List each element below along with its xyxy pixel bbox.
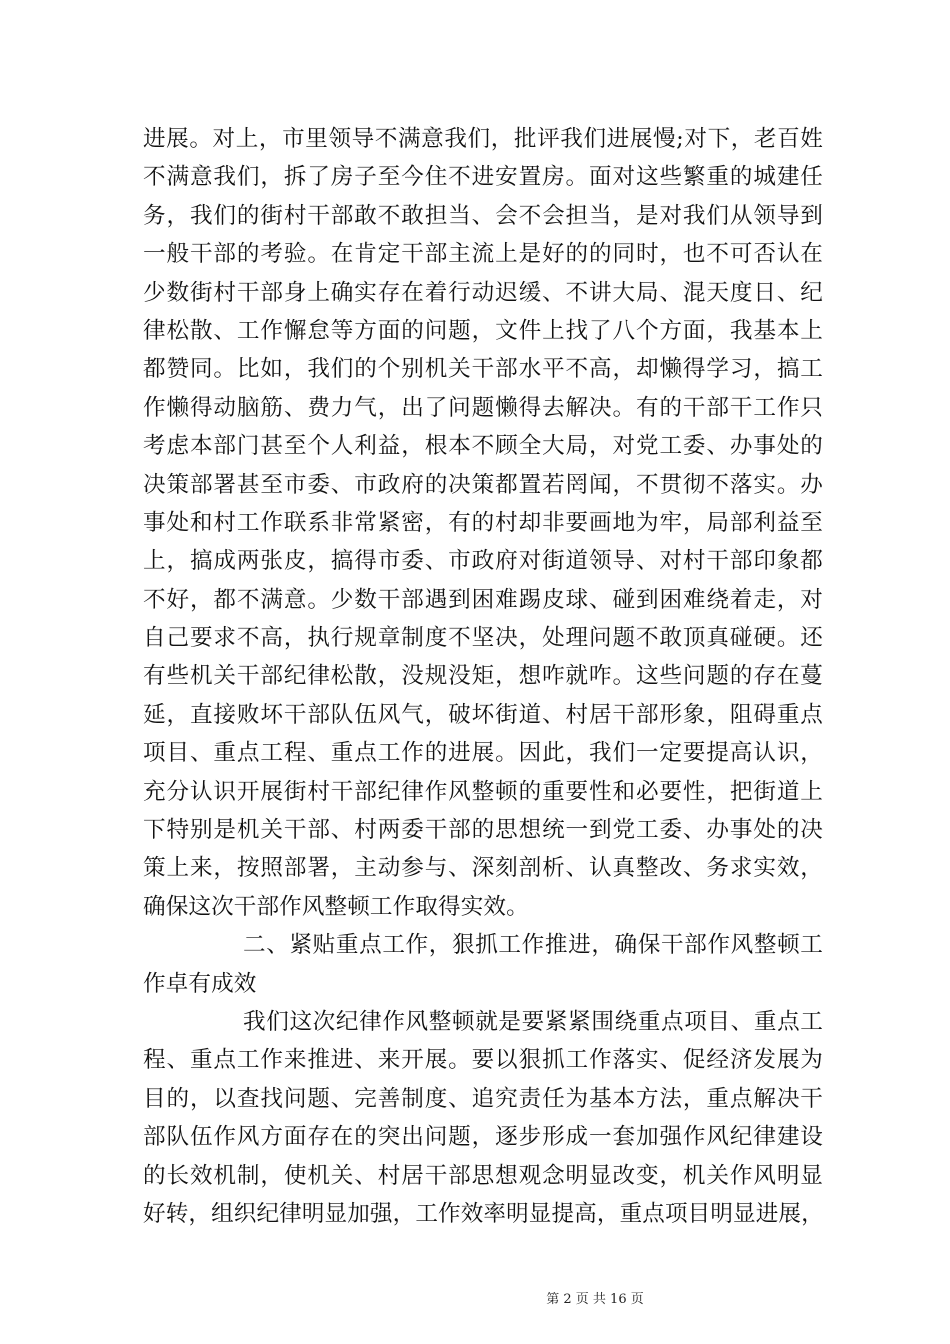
text-line: 作懒得动脑筋、费力气，出了问题懒得去解决。有的干部干工作只 xyxy=(143,394,823,421)
text-line: 决策部署甚至市委、市政府的决策都置若罔闻，不贯彻不落实。办 xyxy=(143,471,823,498)
section-heading-cont: 作卓有成效 xyxy=(143,970,257,997)
text-line: 考虑本部门甚至个人利益，根本不顾全大局，对党工委、办事处的 xyxy=(143,433,823,460)
paragraph-first-line: 我们这次纪律作风整顿就是要紧紧围绕重点项目、重点工 xyxy=(243,1008,823,1035)
text-line: 务，我们的街村干部敢不敢担当、会不会担当，是对我们从领导到 xyxy=(143,202,823,229)
page-number: 第 2 页 共 16 页 xyxy=(546,1292,644,1307)
text-line: 一般干部的考验。在肯定干部主流上是好的的同时，也不可否认在 xyxy=(143,241,823,268)
text-line: 下特别是机关干部、村两委干部的思想统一到党工委、办事处的决 xyxy=(143,817,823,844)
text-line: 项目、重点工程、重点工作的进展。因此，我们一定要提高认识， xyxy=(143,740,823,767)
text-line: 不满意我们，拆了房子至今住不进安置房。面对这些繁重的城建任 xyxy=(143,164,823,191)
text-line: 少数街村干部身上确实存在着行动迟缓、不讲大局、混天度日、纪 xyxy=(143,279,823,306)
text-line: 不好，都不满意。少数干部遇到困难踢皮球、碰到困难绕着走，对 xyxy=(143,586,823,613)
text-line: 进展。对上，市里领导不满意我们，批评我们进展慢;对下，老百姓 xyxy=(143,126,823,152)
text-line: 充分认识开展街村干部纪律作风整顿的重要性和必要性，把街道上 xyxy=(143,778,823,805)
text-line: 策上来，按照部署，主动参与、深刻剖析、认真整改、务求实效， xyxy=(143,855,823,882)
text-line: 有些机关干部纪律松散，没规没矩，想咋就咋。这些问题的存在蔓 xyxy=(143,663,823,690)
text-line: 部队伍作风方面存在的突出问题，逐步形成一套加强作风纪律建设 xyxy=(143,1124,823,1151)
text-line: 上，搞成两张皮，搞得市委、市政府对街道领导、对村干部印象都 xyxy=(143,548,823,575)
text-line: 目的，以查找问题、完善制度、追究责任为基本方法，重点解决干 xyxy=(143,1085,823,1112)
text-line: 延，直接败坏干部队伍风气，破坏街道、村居干部形象，阻碍重点 xyxy=(143,701,823,728)
text-line: 都赞同。比如，我们的个别机关干部水平不高，却懒得学习，搞工 xyxy=(143,356,823,383)
text-line: 确保这次干部作风整顿工作取得实效。 xyxy=(143,893,529,920)
text-line: 的长效机制，使机关、村居干部思想观念明显改变，机关作风明显 xyxy=(143,1162,823,1189)
text-line: 程、重点工作来推进、来开展。要以狠抓工作落实、促经济发展为 xyxy=(143,1047,823,1074)
text-line: 自己要求不高，执行规章制度不坚决，处理问题不敢顶真碰硬。还 xyxy=(143,625,823,652)
section-heading: 二、紧贴重点工作，狠抓工作推进，确保干部作风整顿工 xyxy=(243,932,823,959)
body-text xyxy=(143,120,823,1233)
text-line: 好转，组织纪律明显加强，工作效率明显提高，重点项目明显进展， xyxy=(143,1200,824,1227)
text-line: 事处和村工作联系非常紧密，有的村却非要画地为牢，局部利益至 xyxy=(143,509,823,536)
text-line: 律松散、工作懈怠等方面的问题，文件上找了八个方面，我基本上 xyxy=(143,317,823,344)
